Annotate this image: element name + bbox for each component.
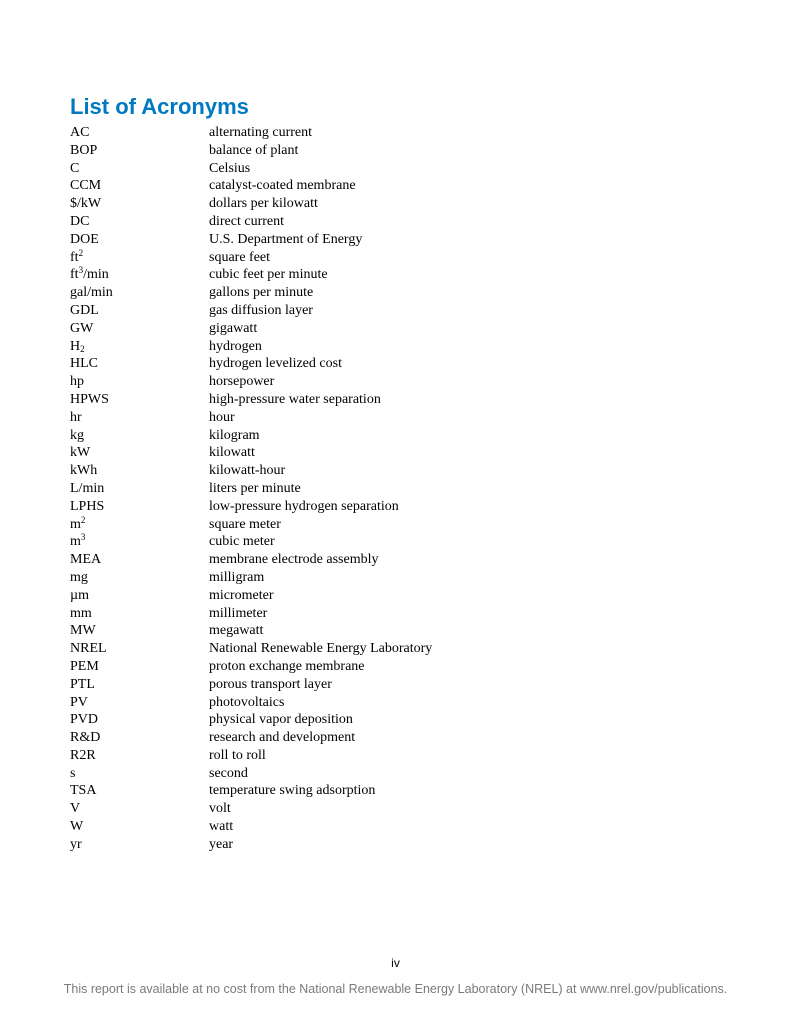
acronym-definition: kilogram [209,427,260,443]
acronym-abbreviation: mm [70,605,92,621]
acronym-row [70,800,432,818]
acronym-row [70,551,432,569]
acronym-row [70,231,432,249]
acronym-row [70,622,432,640]
acronym-row [70,177,432,195]
acronym-abbreviation: R2R [70,747,96,763]
page-number: iv [391,956,400,970]
acronym-definition: hydrogen [209,338,262,354]
footer-note: This report is available at no cost from the National Renewable Energy Laboratory (NREL) at www.nrel.gov/publications. [63,982,728,996]
acronym-definition: kilowatt-hour [209,463,286,479]
acronym-row [70,694,432,712]
acronym-row [70,498,432,516]
acronym-definition: catalyst-coated membrane [209,178,356,194]
acronym-definition: millimeter [209,605,268,621]
acronym-definition: research and development [209,730,356,746]
acronym-row [70,249,432,267]
acronym-row [70,444,432,462]
acronym-definition: alternating current [209,125,313,140]
acronym-row [70,355,432,373]
acronym-row [70,302,432,320]
acronym-abbreviation: TSA [70,783,97,799]
acronym-abbreviation: AC [70,125,90,140]
acronym-row [70,373,432,391]
acronym-definition: low-pressure hydrogen separation [209,498,399,514]
acronym-abbreviation: C [70,160,80,176]
acronym-row [70,533,432,551]
acronym-row [70,729,432,747]
acronym-abbreviation: BOP [70,142,98,158]
acronym-abbreviation: HLC [70,356,98,372]
acronym-definition: megawatt [209,623,264,639]
acronym-abbreviation: yr [70,836,82,852]
acronym-abbreviation: DOE [70,231,99,247]
acronym-abbreviation: PTL [70,676,95,692]
acronym-abbreviation: MEA [70,552,102,568]
acronym-abbreviation: kWh [70,463,98,479]
acronym-definition: milligram [209,569,265,585]
acronym-abbreviation: R&D [70,730,101,746]
acronym-abbreviation: DC [70,213,90,229]
acronym-row [70,605,432,623]
acronym-row [70,676,432,694]
acronym-abbreviation: hp [70,374,84,390]
acronym-definition: high-pressure water separation [209,391,381,407]
acronym-definition: kilowatt [209,445,255,461]
acronym-row [70,836,432,854]
acronym-definition: temperature swing adsorption [209,783,376,799]
acronym-definition: dollars per kilowatt [209,196,318,212]
acronym-abbreviation: MW [70,623,96,639]
acronym-abbreviation: $m^3$ [70,532,86,550]
acronym-abbreviation: mg [70,569,88,585]
acronym-row [70,569,432,587]
acronym-definition: balance of plant [209,142,299,158]
acronym-definition: micrometer [209,587,274,603]
acronym-definition: second [209,765,248,781]
acronym-row [70,516,432,534]
acronym-definition: hydrogen levelized cost [209,356,342,372]
acronym-abbreviation: PVD [70,712,99,728]
acronym-row [70,658,432,676]
acronym-row [70,391,432,409]
acronym-abbreviation: PV [70,694,88,710]
acronym-row [70,266,432,284]
acronym-abbreviation: s [70,765,76,781]
acronym-abbreviation: PEM [70,658,99,674]
acronym-abbreviation: GW [70,320,94,336]
acronym-definition: Celsius [209,160,251,176]
acronym-abbreviation: hr [70,409,82,425]
page-title: List of Acronyms [70,94,249,119]
acronym-row [70,818,432,836]
acronym-row [70,409,432,427]
acronym-definition: cubic feet per minute [209,267,328,283]
acronym-definition: liters per minute [209,480,301,496]
acronym-abbreviation: $H_2$ [70,338,85,354]
acronym-abbreviation: kg [70,427,84,443]
acronym-abbreviation: V [70,801,81,817]
acronym-definition: volt [209,801,231,817]
acronym-abbreviation: GDL [70,302,99,318]
acronym-definition: U.S. Department of Energy [209,231,363,247]
acronym-definition: hour [209,409,235,425]
acronym-abbreviation: gal/min [70,285,113,301]
acronym-definition: gas diffusion layer [209,302,313,318]
acronym-definition: square meter [209,516,281,532]
acronym-row [70,462,432,480]
acronym-row [70,640,432,658]
acronym-row [70,711,432,729]
acronym-definition: square feet [209,249,271,265]
acronym-abbreviation: LPHS [70,498,105,514]
acronym-abbreviation: W [70,819,84,835]
acronym-definition: gigawatt [209,320,258,336]
acronym-abbreviation: L/min [70,480,105,496]
acronym-abbreviation: CCM [70,178,102,194]
acronym-row [70,284,432,302]
acronym-definition: gallons per minute [209,285,314,301]
acronym-abbreviation: HPWS [70,391,109,407]
acronym-row [70,195,432,213]
acronym-definition: proton exchange membrane [209,658,365,674]
acronym-row [70,587,432,605]
acronym-abbreviation: NREL [70,641,107,657]
acronym-row [70,142,432,160]
acronym-definition: roll to roll [209,747,266,763]
acronym-definition: cubic meter [209,534,275,550]
acronym-row [70,765,432,783]
acronym-row [70,320,432,338]
acronym-row [70,427,432,445]
acronym-row [70,480,432,498]
acronym-row [70,782,432,800]
acronym-row [70,213,432,231]
acronym-definition: horsepower [209,374,275,390]
acronym-definition: National Renewable Energy Laboratory [209,641,433,657]
acronym-abbreviation: µm [70,587,89,603]
acronym-list [70,124,432,854]
acronym-definition: porous transport layer [209,676,332,692]
acronym-definition: photovoltaics [209,694,285,710]
acronym-definition: membrane electrode assembly [209,552,379,568]
acronym-definition: direct current [209,213,285,229]
acronym-abbreviation: $m^2$ [70,514,86,532]
acronym-row [70,160,432,178]
acronym-abbreviation: $ft^3/\min$ [70,265,109,283]
acronym-row [70,747,432,765]
acronym-definition: physical vapor deposition [209,712,353,728]
acronym-definition: year [209,836,234,852]
acronym-abbreviation: $ft^2$ [70,247,84,265]
acronym-row [70,338,432,356]
acronym-abbreviation: kW [70,445,91,461]
acronym-row [70,124,432,142]
acronym-definition: watt [209,819,234,835]
acronym-abbreviation: $/kW [70,196,102,212]
